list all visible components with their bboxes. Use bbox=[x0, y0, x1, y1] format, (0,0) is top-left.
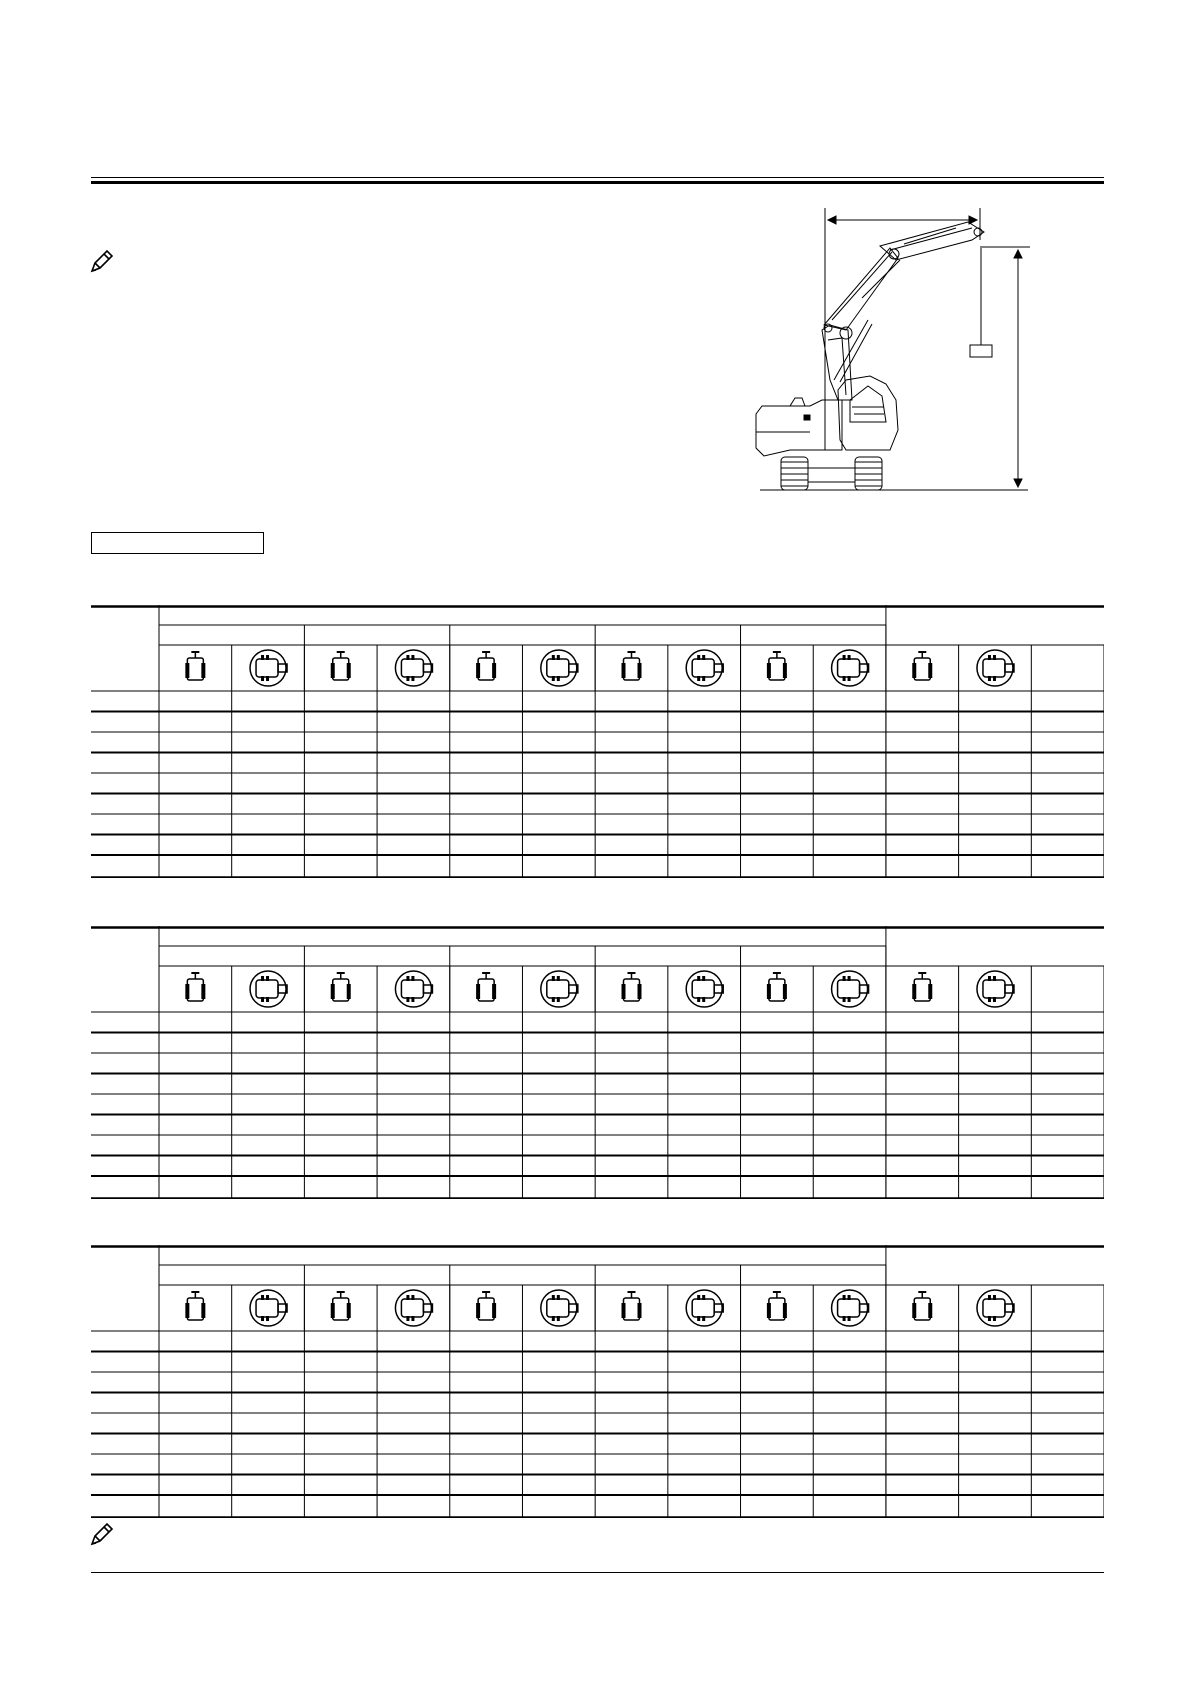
over-side-icon bbox=[832, 1290, 869, 1326]
over-front-icon bbox=[912, 973, 932, 1001]
lifting-capacity-table-3 bbox=[91, 1245, 1104, 1518]
lifting-capacity-table-2 bbox=[91, 926, 1104, 1199]
over-side-icon bbox=[977, 650, 1014, 686]
over-side-icon bbox=[686, 650, 723, 686]
excavator-lifting-diagram bbox=[750, 200, 1030, 495]
header-rule-thin bbox=[91, 177, 1104, 178]
header-rule-thick bbox=[91, 181, 1104, 184]
over-front-icon bbox=[767, 1292, 787, 1320]
over-front-icon bbox=[622, 973, 642, 1001]
over-front-icon bbox=[912, 652, 932, 680]
over-side-icon bbox=[541, 1290, 578, 1326]
over-front-icon bbox=[185, 652, 205, 680]
over-front-icon bbox=[476, 652, 496, 680]
over-side-icon bbox=[977, 971, 1014, 1007]
over-front-icon bbox=[331, 973, 351, 1001]
over-side-icon bbox=[250, 650, 287, 686]
model-label-box bbox=[91, 532, 264, 554]
over-side-icon bbox=[686, 971, 723, 1007]
over-front-icon bbox=[622, 1292, 642, 1320]
over-side-icon bbox=[250, 971, 287, 1007]
over-side-icon bbox=[395, 1290, 432, 1326]
lifting-capacity-table-1 bbox=[91, 605, 1104, 878]
over-front-icon bbox=[912, 1292, 932, 1320]
over-front-icon bbox=[622, 652, 642, 680]
over-front-icon bbox=[185, 1292, 205, 1320]
over-side-icon bbox=[832, 650, 869, 686]
over-front-icon bbox=[767, 973, 787, 1001]
over-side-icon bbox=[977, 1290, 1014, 1326]
over-front-icon bbox=[767, 652, 787, 680]
over-side-icon bbox=[250, 1290, 287, 1326]
over-side-icon bbox=[541, 971, 578, 1007]
pencil-icon bbox=[89, 248, 115, 274]
footer-rule bbox=[91, 1572, 1104, 1573]
over-side-icon bbox=[832, 971, 869, 1007]
over-front-icon bbox=[185, 973, 205, 1001]
over-front-icon bbox=[331, 652, 351, 680]
over-front-icon bbox=[476, 1292, 496, 1320]
over-side-icon bbox=[541, 650, 578, 686]
over-side-icon bbox=[395, 971, 432, 1007]
over-side-icon bbox=[395, 650, 432, 686]
over-side-icon bbox=[686, 1290, 723, 1326]
over-front-icon bbox=[331, 1292, 351, 1320]
pencil-icon bbox=[89, 1521, 115, 1547]
over-front-icon bbox=[476, 973, 496, 1001]
